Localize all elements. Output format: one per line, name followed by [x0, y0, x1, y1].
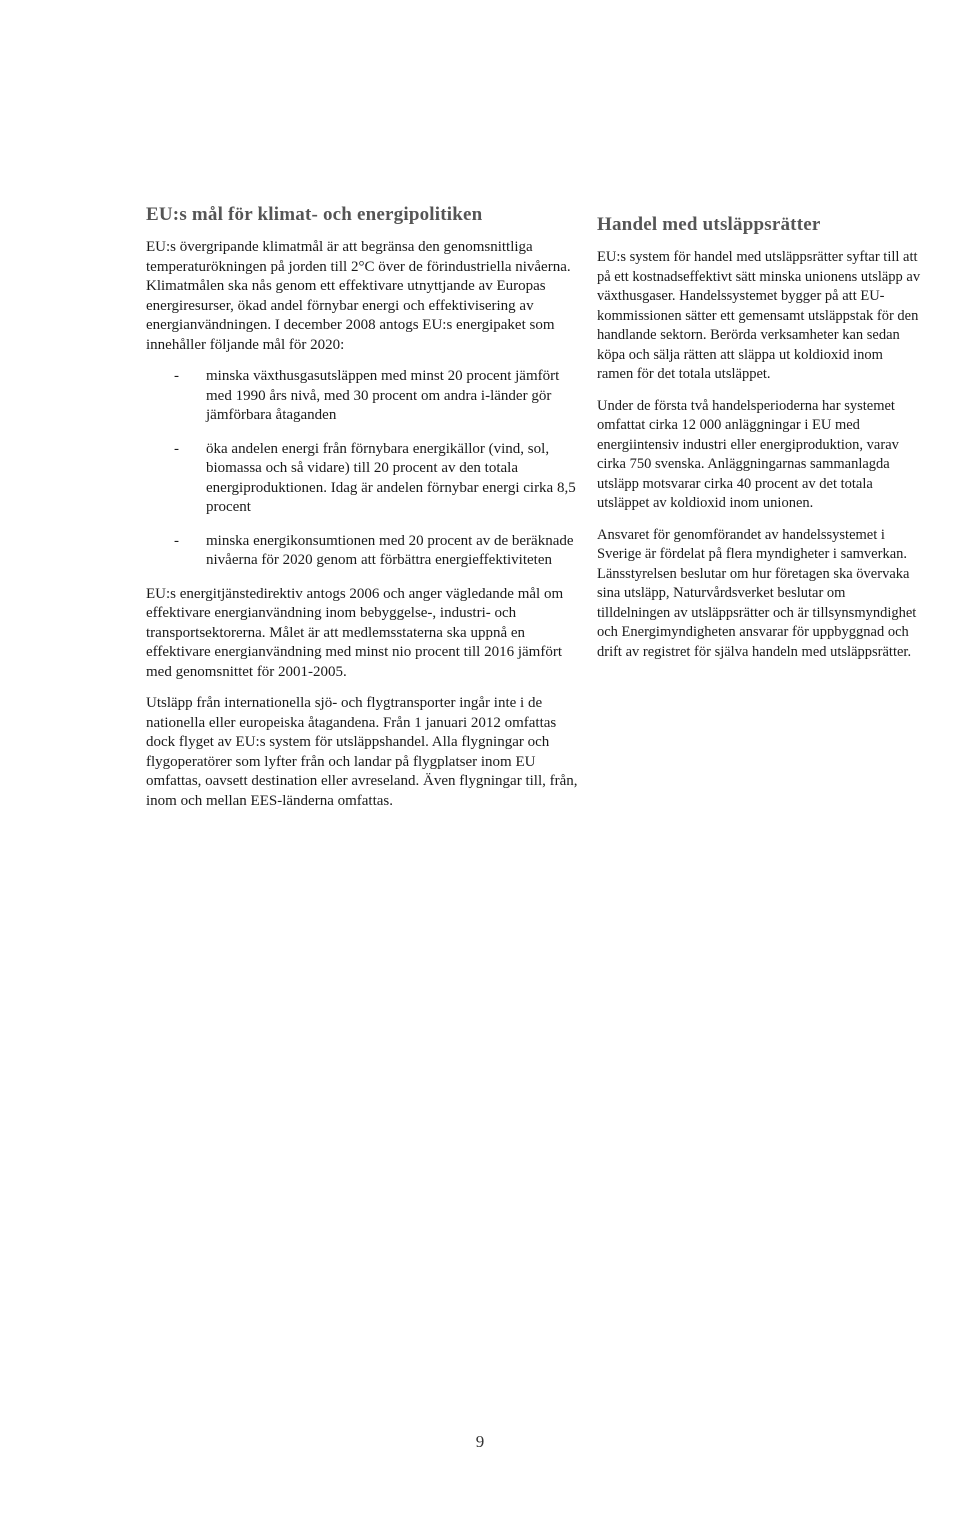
goal-text: minska växthusgasutsläppen med minst 20 procent jämfört med 1990 års nivå, med 30 procent om andra i-länder gör jämförbara åtaganden [206, 368, 560, 423]
trading-periods-paragraph: Under de första två handelsperioderna har systemet omfattat cirka 12 000 anläggningar i EU med energiintensiv industri eller energiproduktion, varav cirka 750 svenska. Anläggningarnas sammanlagda utsläpp motsvarar cirka 40 procent av det totala utsläppet av koldioxid inom unionen. [597, 397, 899, 511]
goal-text: minska energikonsumtionen med 20 procent av de beräknade nivåerna för 2020 genom att förbättra energieffektiviteten [206, 532, 574, 568]
section-heading-climate-goals: EU:s mål för klimat- och energipolitiken [146, 204, 483, 225]
goals-list [146, 367, 586, 571]
right-column [597, 214, 922, 674]
section-heading-emissions-trading: Handel med utsläppsrätter [597, 214, 821, 235]
goal-item-renewables [146, 440, 586, 518]
list-dash: - [174, 440, 179, 457]
intro-paragraph: EU:s övergripande klimatmål är att begränsa den genomsnittliga temperaturökningen på jorden till 2°C över de förindustriella nivåerna. Klimatmålen ska nås genom ett effektivare utnyttjande av Europas energiresurser, ökad andel förnybar energi och effektivisering av energianvändningen. I december 2008 antogs EU:s energipaket som innehåller följande mål för 2020: [146, 239, 571, 353]
list-dash: - [174, 532, 179, 549]
left-column [146, 204, 586, 823]
goal-text: öka andelen energi från förnybara energikällor (vind, sol, biomassa och så vidare) till 20 procent av den totala energiproduktionen. Idag är andelen förnybar energi cirka 8,5 procent [206, 440, 576, 515]
transport-emissions-paragraph: Utsläpp från internationella sjö- och flygtransporter ingår inte i de nationella eller europeiska åtagandena. Från 1 januari 2012 omfattas dock flyget av EU:s system för utsläppshandel. Alla flygningar och flygoperatörer som lyfter från och landar på flygplatser inom EU omfattas, oavsett destination eller avreseland. Även flygningar till, från, inom och mellan EES-länderna omfattas. [146, 695, 578, 809]
trading-system-paragraph: EU:s system för handel med utsläppsrätter syftar till att på ett kostnadseffektivt sätt minska unionens utsläpp av växthusgaser. Handelssystemet bygger på att EU-kommissionen sätter ett gemensamt utsläppstak för den handlande sektorn. Berörda verksamheter kan sedan köpa och sälja rätten att släppa ut koldioxid inom ramen för det totala utsläppet. [597, 249, 921, 382]
energy-services-paragraph: EU:s energitjänstedirektiv antogs 2006 och anger vägledande mål om effektivare energianvändning inom bebyggelse-, industri- och transportsektorerna. Målet är att medlemsstaterna ska uppnå en effektivare energianvändning med minst nio procent till 2016 jämfört med genomsnittet för 2001-2005. [146, 585, 564, 680]
page-number: 9 [475, 1432, 485, 1451]
list-dash: - [174, 368, 179, 384]
goal-item-emissions [146, 367, 586, 426]
responsibility-paragraph: Ansvaret för genomförandet av handelssystemet i Sverige är fördelat på flera myndigheter i samverkan. Länsstyrelsen beslutar om hur företagen ska övervaka sina utsläpp, Naturvårdsverket beslutar om tilldelningen av utsläppsrätter och är tillsynsmyndighet och Energimyndigheten ansvarar för uppbyggnad och drift av registret för själva handeln med utsläppsrätter. [597, 526, 917, 660]
goal-item-consumption [146, 532, 586, 571]
